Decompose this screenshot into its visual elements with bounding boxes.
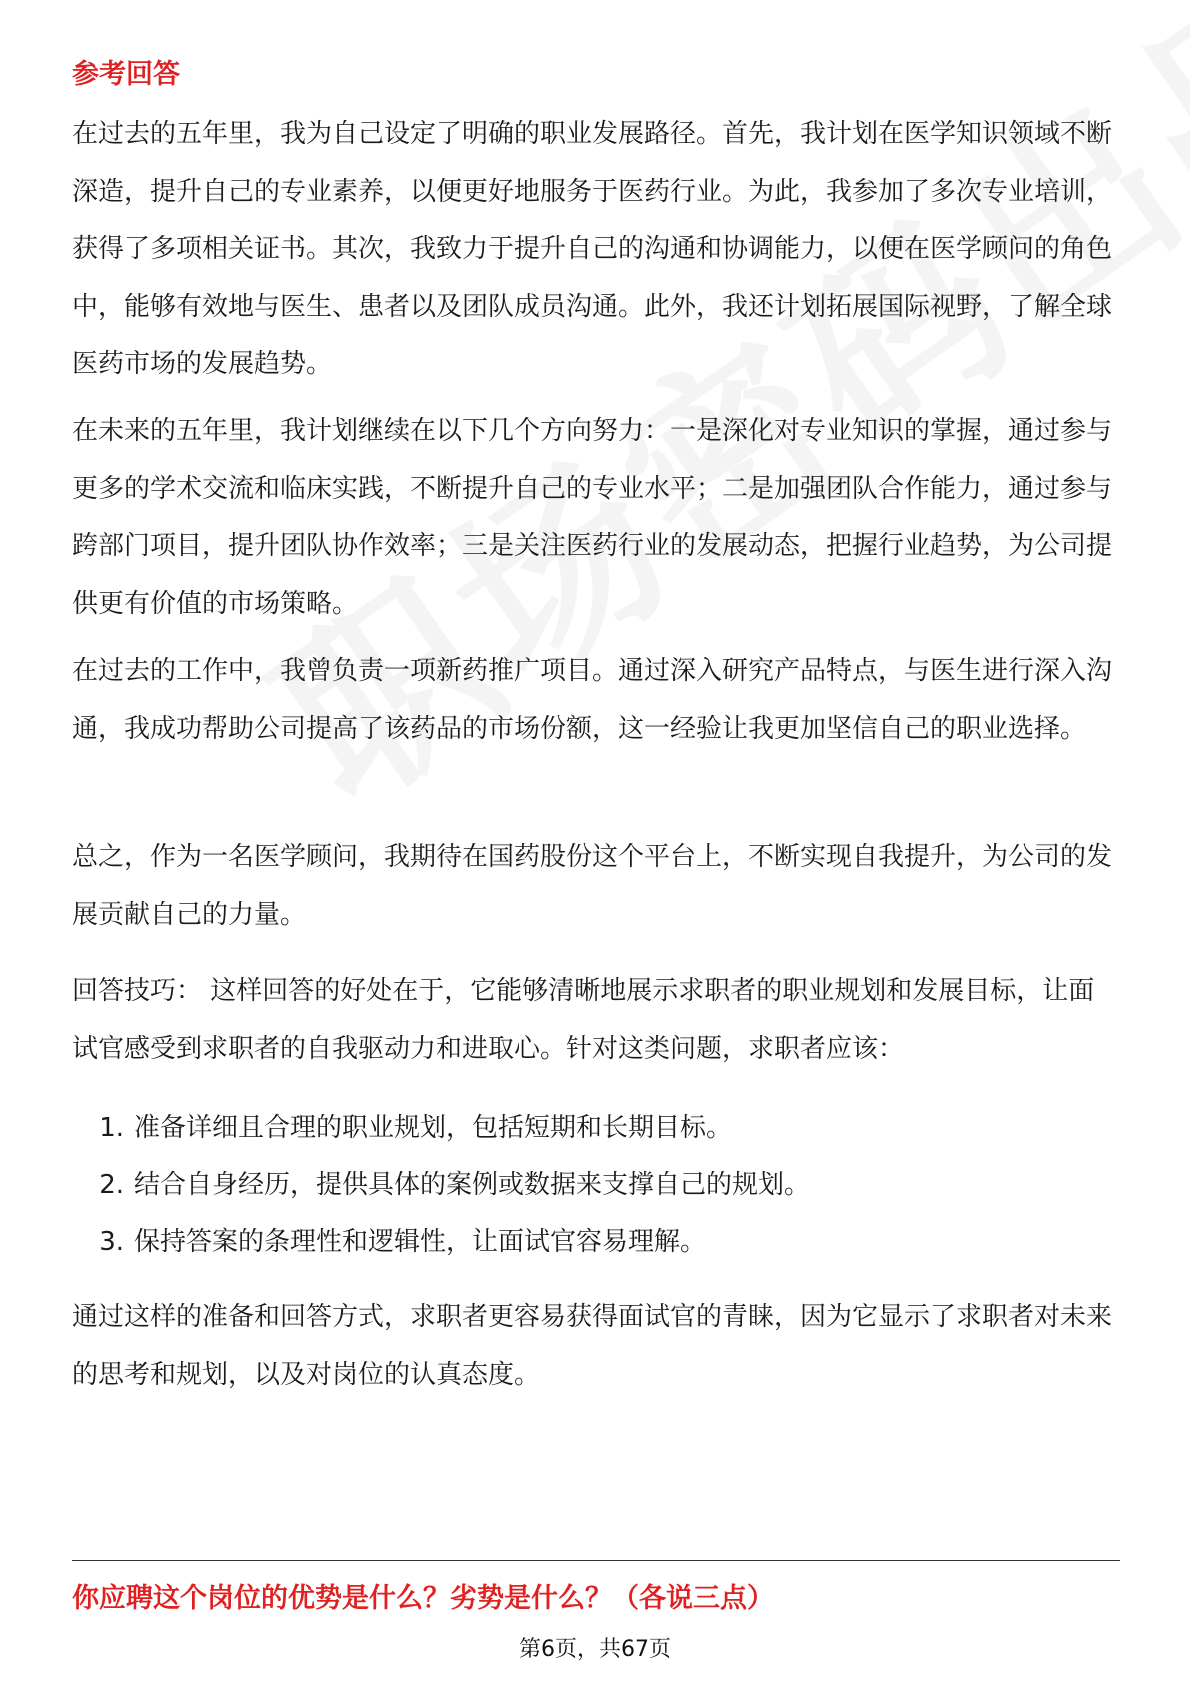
- list-item-number: 3.: [99, 1227, 124, 1257]
- list-item: [72, 1157, 1120, 1214]
- list-item: [72, 1100, 1120, 1157]
- answer-paragraph-3: 在过去的工作中，我曾负责一项新药推广项目。通过深入研究产品特点，与医生进行深入沟通，我成功帮助公司提高了该药品的市场份额，这一经验让我更加坚信自己的职业选择。: [72, 656, 1113, 744]
- next-question-heading: 你应聘这个岗位的优势是什么？劣势是什么？（各说三点）: [72, 1583, 774, 1614]
- list-item-text: 准备详细且合理的职业规划，包括短期和长期目标。: [134, 1113, 733, 1143]
- divider: [72, 1560, 1120, 1561]
- conclusion-paragraph: 通过这样的准备和回答方式，求职者更容易获得面试官的青睐，因为它显示了求职者对未来的思考和规划，以及对岗位的认真态度。: [72, 1302, 1113, 1390]
- tips-intro-paragraph: 回答技巧： 这样回答的好处在于，它能够清晰地展示求职者的职业规划和发展目标，让面试官感受到求职者的自我驱动力和进取心。针对这类问题，求职者应该：: [72, 976, 1095, 1064]
- list-item-text: 保持答案的条理性和逻辑性，让面试官容易理解。: [134, 1227, 707, 1257]
- answer-paragraph-4: 总之，作为一名医学顾问，我期待在国药股份这个平台上，不断实现自我提升，为公司的发展贡献自己的力量。: [72, 842, 1113, 930]
- list-item: [72, 1214, 1120, 1271]
- answer-paragraph-1: 在过去的五年里，我为自己设定了明确的职业发展路径。首先，我计划在医学知识领域不断深造，提升自己的专业素养，以便更好地服务于医药行业。为此，我参加了多次专业培训，获得了多项相关证书。其次，我致力于提升自己的沟通和协调能力，以便在医学顾问的角色中，能够有效地与医生、患者以及团队成员沟通。此外，我还计划拓展国际视野，了解全球医药市场的发展趋势。: [72, 119, 1113, 379]
- list-item-number: 2.: [99, 1170, 124, 1200]
- answer-paragraph-2: 在未来的五年里，我计划继续在以下几个方向努力：一是深化对专业知识的掌握，通过参与更多的学术交流和临床实践，不断提升自己的专业水平；二是加强团队合作能力，通过参与跨部门项目，提升团队协作效率；三是关注医药行业的发展动态，把握行业趋势，为公司提供更有价值的市场策略。: [72, 416, 1113, 619]
- list-item-number: 1.: [99, 1113, 124, 1143]
- tips-list: [72, 1100, 1120, 1271]
- list-item-text: 结合自身经历，提供具体的案例或数据来支撑自己的规划。: [134, 1170, 811, 1200]
- section-heading: 参考回答: [72, 59, 180, 90]
- page-number: 第6页，共67页: [519, 1637, 671, 1662]
